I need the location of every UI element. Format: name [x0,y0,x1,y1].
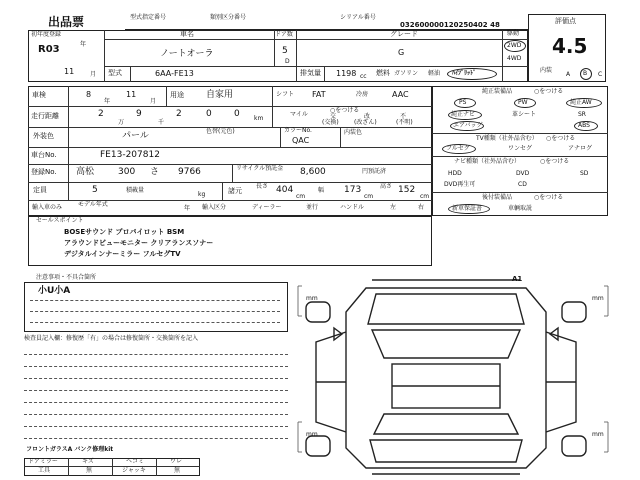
mileage-digit-4: 0 [206,109,212,119]
color-code: QAC [292,136,310,145]
damage-marker: A1 [512,275,523,283]
chassis-number: FE13-207812 [100,150,160,160]
inspection-year: 8 [86,90,92,99]
grade-label: グレード [390,30,418,38]
serial-number: 032600000120250402 48 [400,21,500,29]
selling-point-2: アラウンドビューモニター クリアランスソナー [64,239,214,247]
score-value: 4.5 [552,34,588,58]
equip-pw: PW [518,99,528,106]
mileage-digit-2: 9 [136,109,142,119]
car-name-label: 車名 [180,30,194,38]
mileage-digit-3: 2 [176,109,182,119]
capacity-value: 5 [92,185,98,195]
tv-fullseg: フルセグ [446,145,470,152]
doors-value: 5 [282,46,288,56]
navi-hdd: HDD [448,170,462,177]
drive-2wd: 2WD [507,42,522,49]
use-value: 自家用 [206,90,234,100]
windshield-note: フロントガラスA バンク修理kit [26,446,114,453]
ac-value: AAC [392,90,409,99]
mileage-digit-1: 2 [98,109,104,119]
exterior-color: パール [122,131,149,141]
displacement-value: 1198 [336,69,357,78]
plate-kana: さ [150,167,160,177]
interior-grade: B [583,70,588,77]
equip-leather: 革シート [512,111,537,118]
recycle-fee: 8,600 [300,167,326,177]
tv-oneseg: ワンセグ [508,145,533,152]
damage-diagram [296,272,616,476]
selling-point-3: デジタルインナーミラー フルセグTV [64,250,181,258]
fuel-hybrid: ﾊｲﾌﾞﾘｯﾄﾞ [452,70,477,77]
drive-4wd: 4WD [507,55,522,62]
score-label: 評価点 [555,17,576,25]
shift-value: FAT [312,90,326,99]
equip-abs: ABS [578,122,590,129]
first-reg-month: 11 [64,67,75,76]
rear-warranty: 新車保証書 [452,205,483,212]
mileage-digit-5: 0 [234,109,240,119]
equip-aw: 純正AW [570,99,592,106]
form-title: 出品票 [48,15,85,29]
plate-number: 9766 [178,167,201,177]
length-value: 404 [276,185,294,195]
caution-label: 注意事項・不具合箇所 [36,274,97,281]
tv-analog: アナログ [568,145,593,152]
selling-point-1: BOSEサウンド プロパイロット BSM [64,228,185,236]
equip-navi: 純正ナビ [451,111,476,118]
caution-value: 小U小A [38,286,71,296]
grade-value: G [398,48,405,57]
height-value: 152 [398,185,416,195]
plate-class: 300 [118,167,136,177]
model-code: 6AA-FE13 [155,69,194,78]
navi-sd: SD [580,170,589,177]
equip-airbag: エアバッグ [453,122,483,129]
navi-dvd: DVD [516,170,530,177]
selling-points-label: セールスポイント [36,217,84,224]
serial-label: シリアル番号 [340,14,376,21]
plate-region: 高松 [76,167,95,177]
first-reg-label: 初年度登録 [31,31,62,38]
model-designation-label: 型式指定番号 [130,14,167,21]
repair-label: 検査員記入欄：修復歴「有」の場合は修復箇所・交換箇所を記入 [24,335,199,342]
rear-manual: 車輌取説 [508,205,533,212]
class-number-label: 類別区分番号 [210,14,247,21]
equip-ps: PS [459,99,467,106]
first-reg-year: R03 [38,44,60,55]
inspection-month: 11 [126,90,137,99]
car-name: ノートオーラ [160,49,214,59]
equip-sr: SR [578,111,586,118]
width-value: 173 [344,185,362,195]
